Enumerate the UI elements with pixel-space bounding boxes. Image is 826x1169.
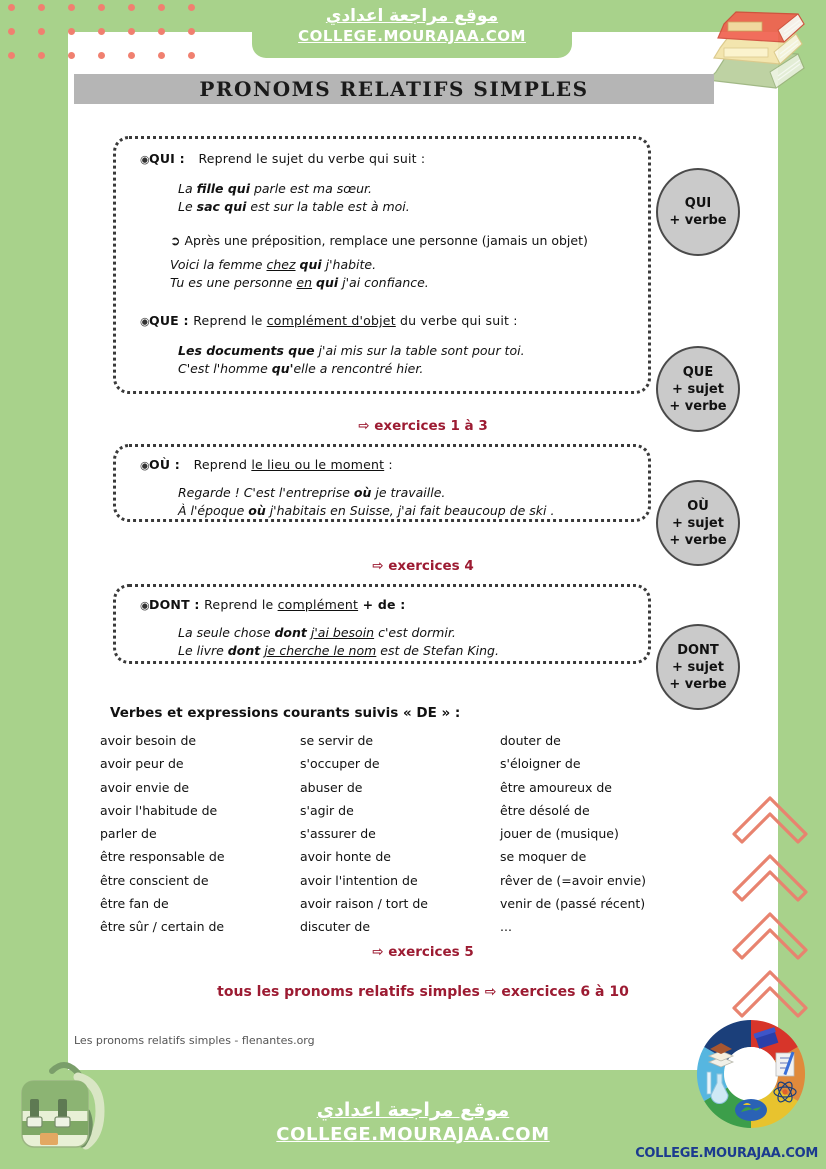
rule-que-example-2: C'est l'homme qu'elle a rencontré hier. [178,361,424,376]
verb-item: être amoureux de [500,779,612,795]
rule-ou-heading [140,456,610,474]
rule-ou-example-1: Regarde ! C'est l'entreprise où je travaille. [178,485,446,500]
bullet-icon: ◉ [140,315,150,328]
rule-dont-examples [178,624,610,660]
dot-decoration [38,28,45,35]
rule-dont [140,596,610,660]
rule-que-definition-pre: Reprend le [193,313,267,328]
verbs-columns [100,729,700,939]
rule-que-examples [178,342,610,378]
rule-dont-example-1: La seule chose dont j'ai besoin c'est dormir. [178,625,456,640]
verb-item: venir de (passé récent) [500,896,646,912]
badge-ou-word: OÙ [687,498,709,514]
dot-decoration [8,52,15,59]
rule-ou [140,456,610,520]
exercise-link-1-3[interactable]: ⇨ exercices 1 à 3 [358,418,488,434]
verb-item: parler de [100,826,157,842]
dot-decoration [128,4,135,11]
rule-qui [140,150,610,292]
rule-ou-definition-pre: Reprend [193,457,252,472]
dot-decoration [158,4,165,11]
verb-item: avoir honte de [300,849,391,865]
page-title-text: PRONOMS RELATIFS SIMPLES [199,77,589,101]
badge-que [656,346,740,432]
dot-decoration [98,4,105,11]
verb-item: se moquer de [500,849,587,865]
badge-dont [656,624,740,710]
badge-dont-line-1: + sujet [672,659,724,675]
rule-dont-definition-underline: complément [277,597,359,612]
dot-decoration [188,4,195,11]
worksheet-content [68,32,778,1070]
dot-decoration [38,52,45,59]
bullet-icon: ◉ [140,153,150,166]
rule-qui-note [170,232,610,250]
badge-ou-line-1: + sujet [672,515,724,531]
rule-qui-example-1: La fille qui parle est ma sœur. [178,181,372,196]
rule-qui-note-example-1: Voici la femme chez qui j'habite. [170,257,377,272]
rule-qui-examples [178,180,610,216]
verb-item: avoir peur de [100,756,184,772]
footer-wordmark: COLLEGE.MOURAJAA.COM [635,1146,818,1161]
verb-item: être désolé de [500,802,590,818]
verb-item: s'éloigner de [500,756,581,772]
verb-item: avoir raison / tort de [300,896,428,912]
rule-qui-definition: Reprend le sujet du verbe qui suit : [198,151,426,166]
verb-item: s'assurer de [300,826,376,842]
badge-ou [656,480,740,566]
rule-ou-example-2: À l'époque où j'habitais en Suisse, j'ai fait beaucoup de ski . [178,503,555,518]
dot-decoration [8,4,15,11]
verb-item: avoir envie de [100,779,190,795]
verb-item: avoir l'habitude de [100,802,218,818]
verbs-column-3 [500,729,700,939]
verb-item: abuser de [300,779,363,795]
rule-que-definition-post: du verbe qui suit : [395,313,518,328]
rule-que-keyword: QUE : [149,313,189,328]
bullet-icon: ◉ [140,599,150,612]
rule-qui-example-2: Le sac qui est sur la table est à moi. [178,199,410,214]
bullet-icon: ◉ [140,459,150,472]
header-site-url: COLLEGE.MOURAJAA.COM [298,27,526,45]
rule-ou-keyword: OÙ : [149,457,180,472]
rule-ou-definition-post: : [384,457,393,472]
badge-que-line-2: + verbe [669,398,727,414]
verbs-column-1 [100,729,300,939]
rule-dont-heading [140,596,610,614]
verb-item: discuter de [300,919,371,935]
exercise-link-4[interactable]: ⇨ exercices 4 [372,558,474,574]
rule-ou-examples [178,484,610,520]
verb-item: douter de [500,733,561,748]
rule-dont-keyword: DONT : [149,597,200,612]
verb-item: s'agir de [300,802,354,818]
footer-site-url: COLLEGE.MOURAJAA.COM [276,1124,550,1145]
badge-que-line-1: + sujet [672,381,724,397]
rule-qui-heading [140,150,610,168]
badge-qui [656,168,740,256]
verb-item: jouer de (musique) [500,826,619,842]
footer-site-text [248,1097,578,1147]
rule-que-heading [140,312,610,330]
verbs-section-heading: Verbes et expressions courants suivis « DE » : [110,705,461,721]
badge-qui-word: QUI [684,196,712,211]
verb-item: rêver de (=avoir envie) [500,872,647,888]
verb-item: ... [500,919,512,935]
verb-item: être responsable de [100,849,225,865]
arrow-icon: ➲ [170,233,181,248]
verb-item: avoir l'intention de [300,872,418,888]
rule-qui-note-examples [170,256,610,292]
badge-que-word: QUE [682,364,714,380]
rule-qui-note-example-2: Tu es une personne en qui j'ai confiance. [170,275,429,290]
exercise-link-6-10[interactable]: tous les pronoms relatifs simples ⇨ exercices 6 à 10 [217,984,629,1000]
badge-dont-word: DONT [677,642,719,658]
dot-decoration [68,4,75,11]
rule-dont-definition-post: + de : [358,597,406,612]
badge-qui-line-1: + verbe [669,213,727,228]
rule-qui-note-text: Après une préposition, remplace une personne (jamais un objet) [184,233,588,248]
rule-dont-definition-pre: Reprend le [204,597,278,612]
rule-que-definition-underline: complément d'objet [266,313,396,328]
header-site-arabic: موقع مراجعة اعدادي [325,6,499,26]
page-title [74,74,714,104]
verbs-column-2 [300,729,500,939]
source-credit: Les pronoms relatifs simples - flenantes.org [74,1034,315,1047]
badge-dont-line-2: + verbe [669,676,727,692]
verb-item: s'occuper de [300,756,380,772]
verb-item: être conscient de [100,872,209,888]
dot-decoration [8,28,15,35]
verb-item: se servir de [300,733,374,748]
verb-item: être fan de [100,896,169,912]
rule-que-example-1: Les documents que j'ai mis sur la table sont pour toi. [178,343,525,358]
dot-decoration [38,4,45,11]
footer-site-arabic: موقع مراجعة اعدادي [316,1099,510,1121]
badge-ou-line-2: + verbe [669,532,727,548]
rule-ou-definition-underline: le lieu ou le moment [251,457,385,472]
verb-item: être sûr / certain de [100,919,225,935]
rule-qui-keyword: QUI : [149,151,185,166]
verb-item: avoir besoin de [100,733,197,748]
rule-que [140,312,610,378]
rule-dont-example-2: Le livre dont je cherche le nom est de Stefan King. [178,643,499,658]
exercise-link-5[interactable]: ⇨ exercices 5 [372,944,474,960]
